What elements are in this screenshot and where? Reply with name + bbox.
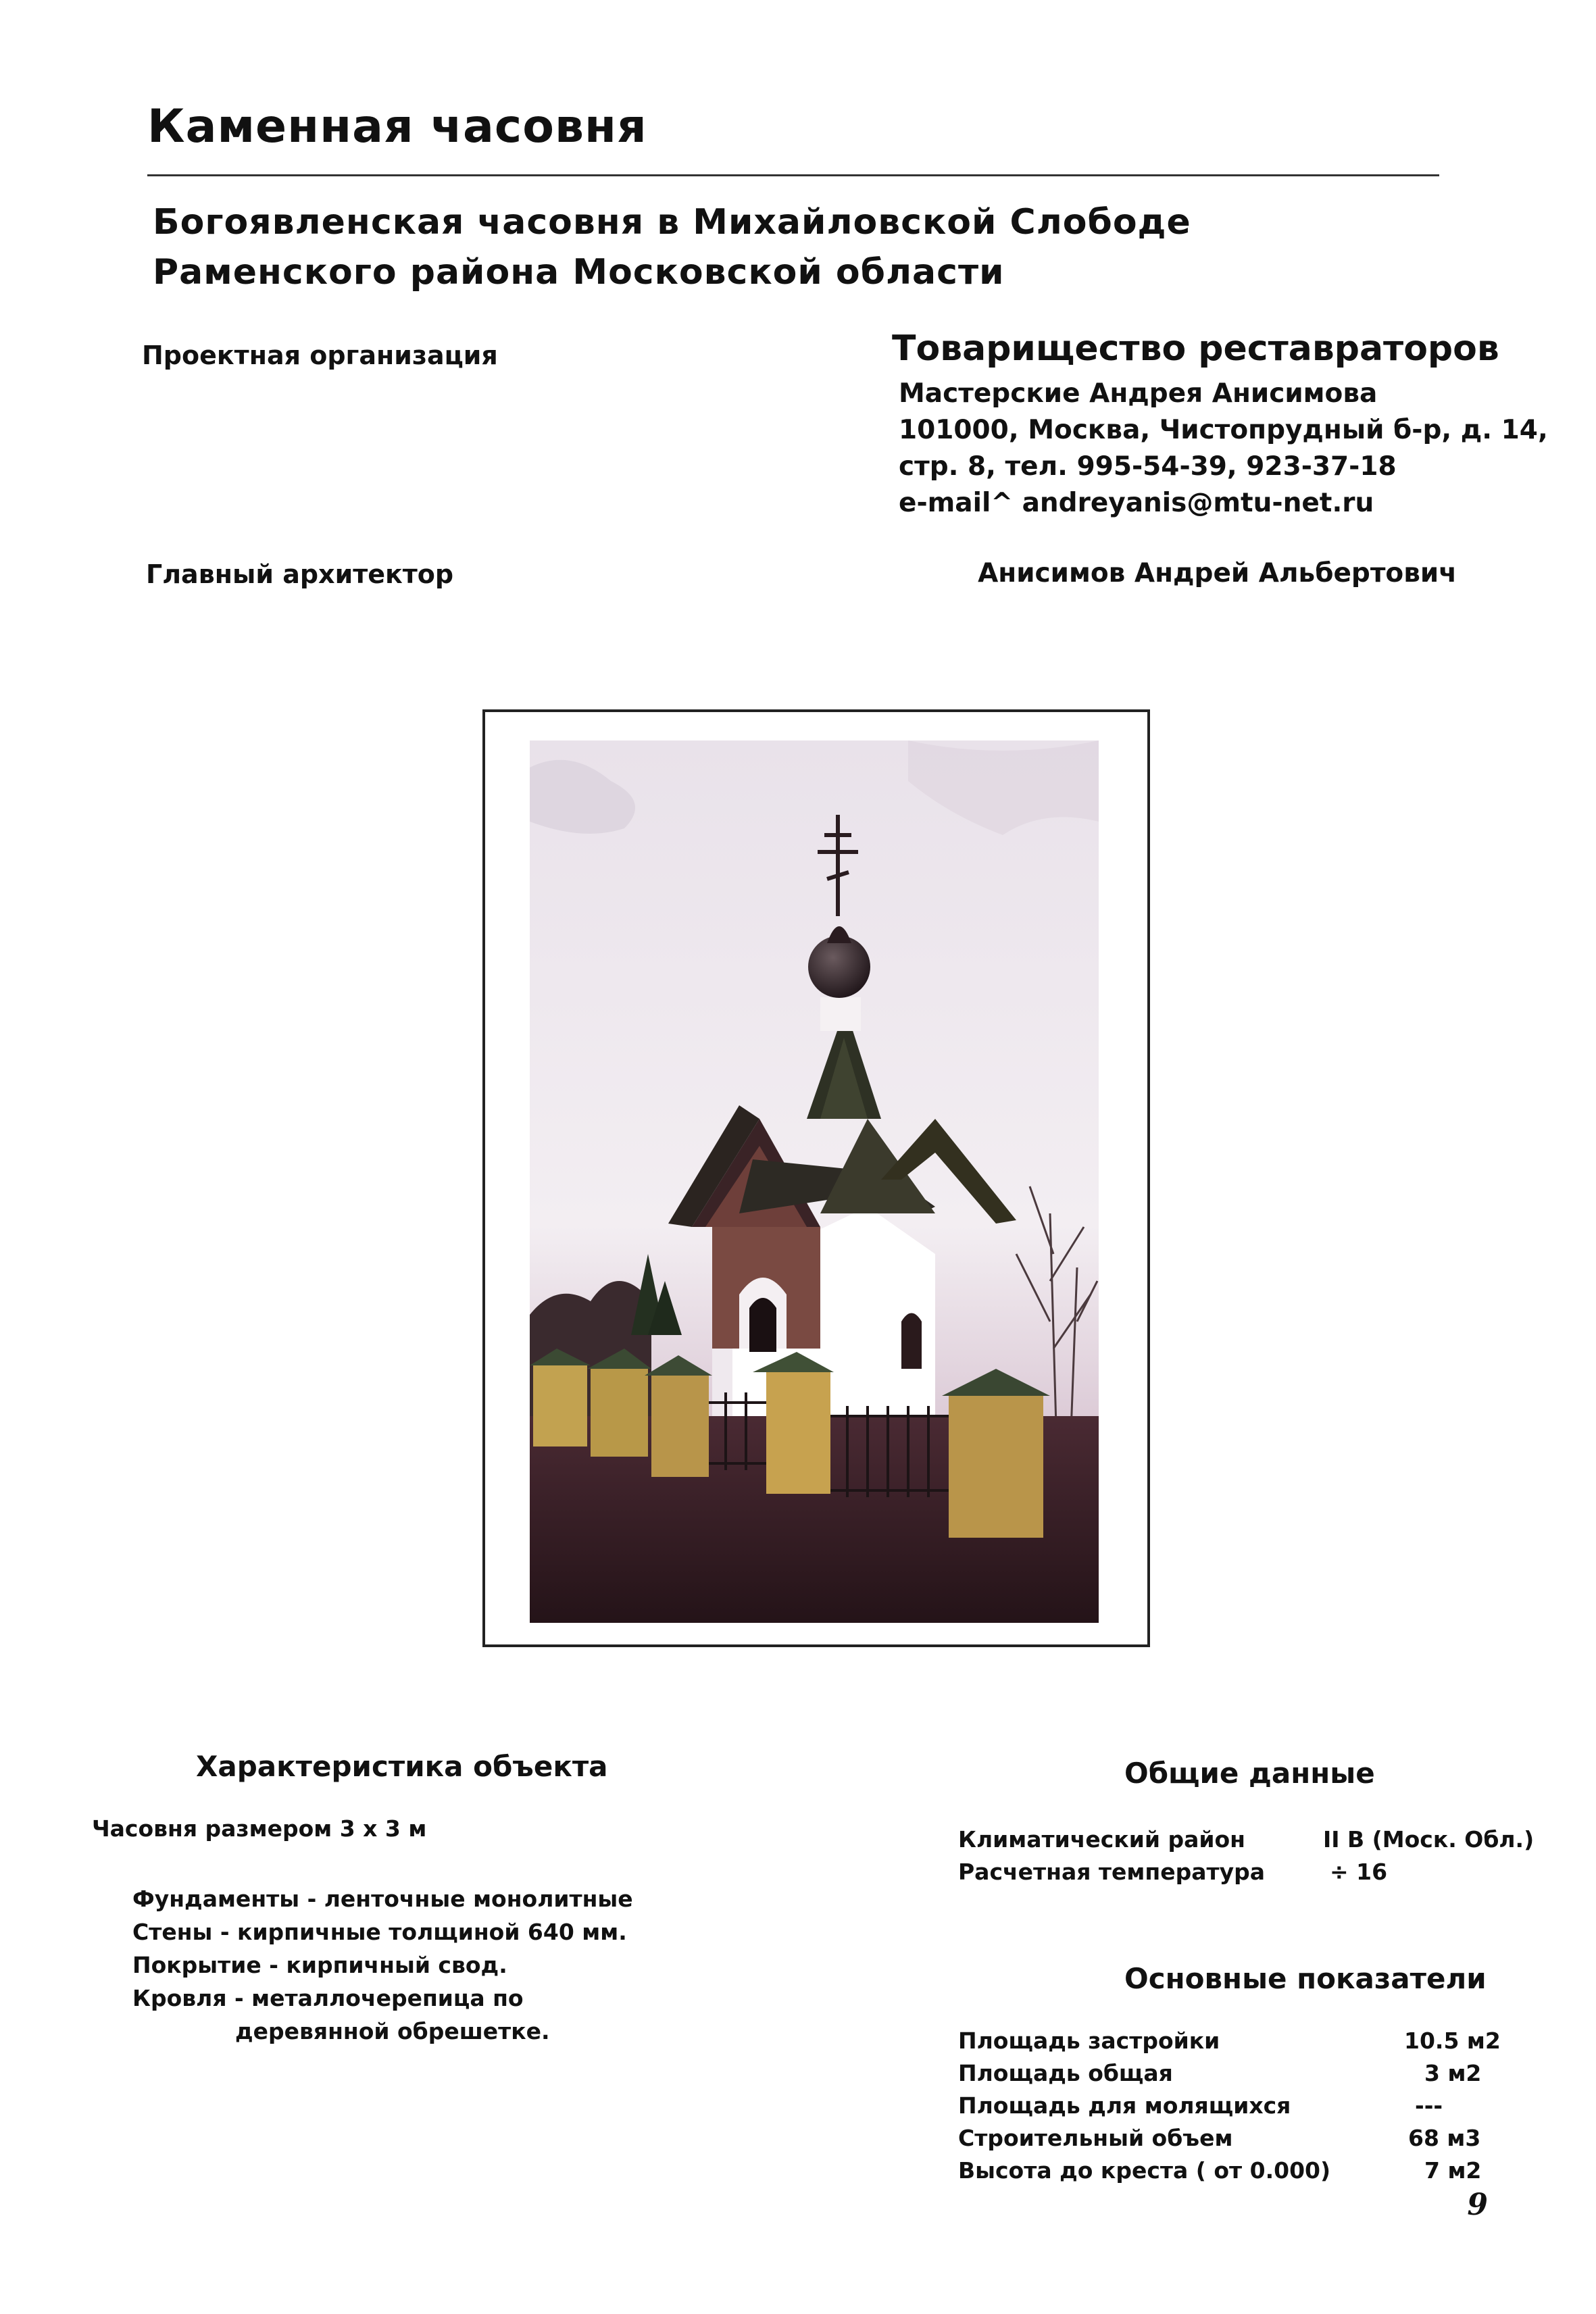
general-label: Расчетная температура [958,1859,1266,1885]
indicator-value: --- [1415,2092,1443,2119]
page-number: 9 [1467,2188,1488,2222]
characteristics-size: Часовня размером 3 х 3 м [92,1815,427,1842]
characteristics-heading: Характеристика объекта [196,1750,608,1783]
general-value: ÷ 16 [1330,1859,1388,1885]
org-label: Проектная организация [142,341,498,370]
general-row [958,1855,1265,1888]
org-email-line: e-mail^ andreyanis@mtu-net.ru [899,488,1374,518]
characteristic-line: Кровля - металлочерепица по [132,1985,524,2011]
characteristic-line: Стены - кирпичные толщиной 640 мм. [132,1919,627,1945]
title-divider [147,174,1439,176]
general-table [958,1823,1535,1890]
org-name: Товарищество реставраторов [892,328,1499,369]
org-line-1: Мастерские Андрея Анисимова [899,378,1378,409]
subtitle-line-2: Раменского района Московской области [153,252,1005,293]
photo-frame [482,709,1150,1647]
chapel-photo [530,740,1099,1623]
subtitle-line-1: Богоявленская часовня в Михайловской Слободе [153,202,1191,243]
indicators-table [958,2024,1501,2193]
characteristic-line: Фундаменты - ленточные монолитные [132,1886,633,1912]
general-row [958,1823,1245,1856]
architect-name: Анисимов Андрей Альбертович [978,558,1457,588]
indicators-heading: Основные показатели [1124,1962,1487,1995]
org-address-line: 101000, Москва, Чистопрудный б-р, д. 14, [899,415,1548,445]
indicator-label: Строительный объем [958,2125,1233,2151]
characteristic-line: Покрытие - кирпичный свод. [132,1952,507,1978]
indicator-label: Площадь застройки [958,2028,1220,2054]
indicator-label: Площадь для молящихся [958,2092,1291,2119]
page-title: Каменная часовня [147,100,647,153]
general-label: Климатический район [958,1826,1245,1853]
subtitle [153,197,1191,297]
characteristics-list [132,1882,633,2048]
indicator-value: 7 м2 [1424,2157,1482,2184]
org-details [899,376,1548,522]
general-heading: Общие данные [1124,1757,1375,1790]
indicator-label: Высота до креста ( от 0.000) [958,2157,1331,2184]
architect-label: Главный архитектор [146,559,454,589]
indicator-label: Площадь общая [958,2060,1173,2086]
indicator-value: 10.5 м2 [1404,2028,1501,2054]
org-phone-line: стр. 8, тел. 995-54-39, 923-37-18 [899,451,1397,482]
indicator-value: 3 м2 [1424,2060,1482,2086]
indicator-value: 68 м3 [1408,2125,1481,2151]
general-value: II В (Моск. Обл.) [1323,1826,1535,1853]
characteristic-line: деревянной обрешетке. [235,2018,550,2044]
